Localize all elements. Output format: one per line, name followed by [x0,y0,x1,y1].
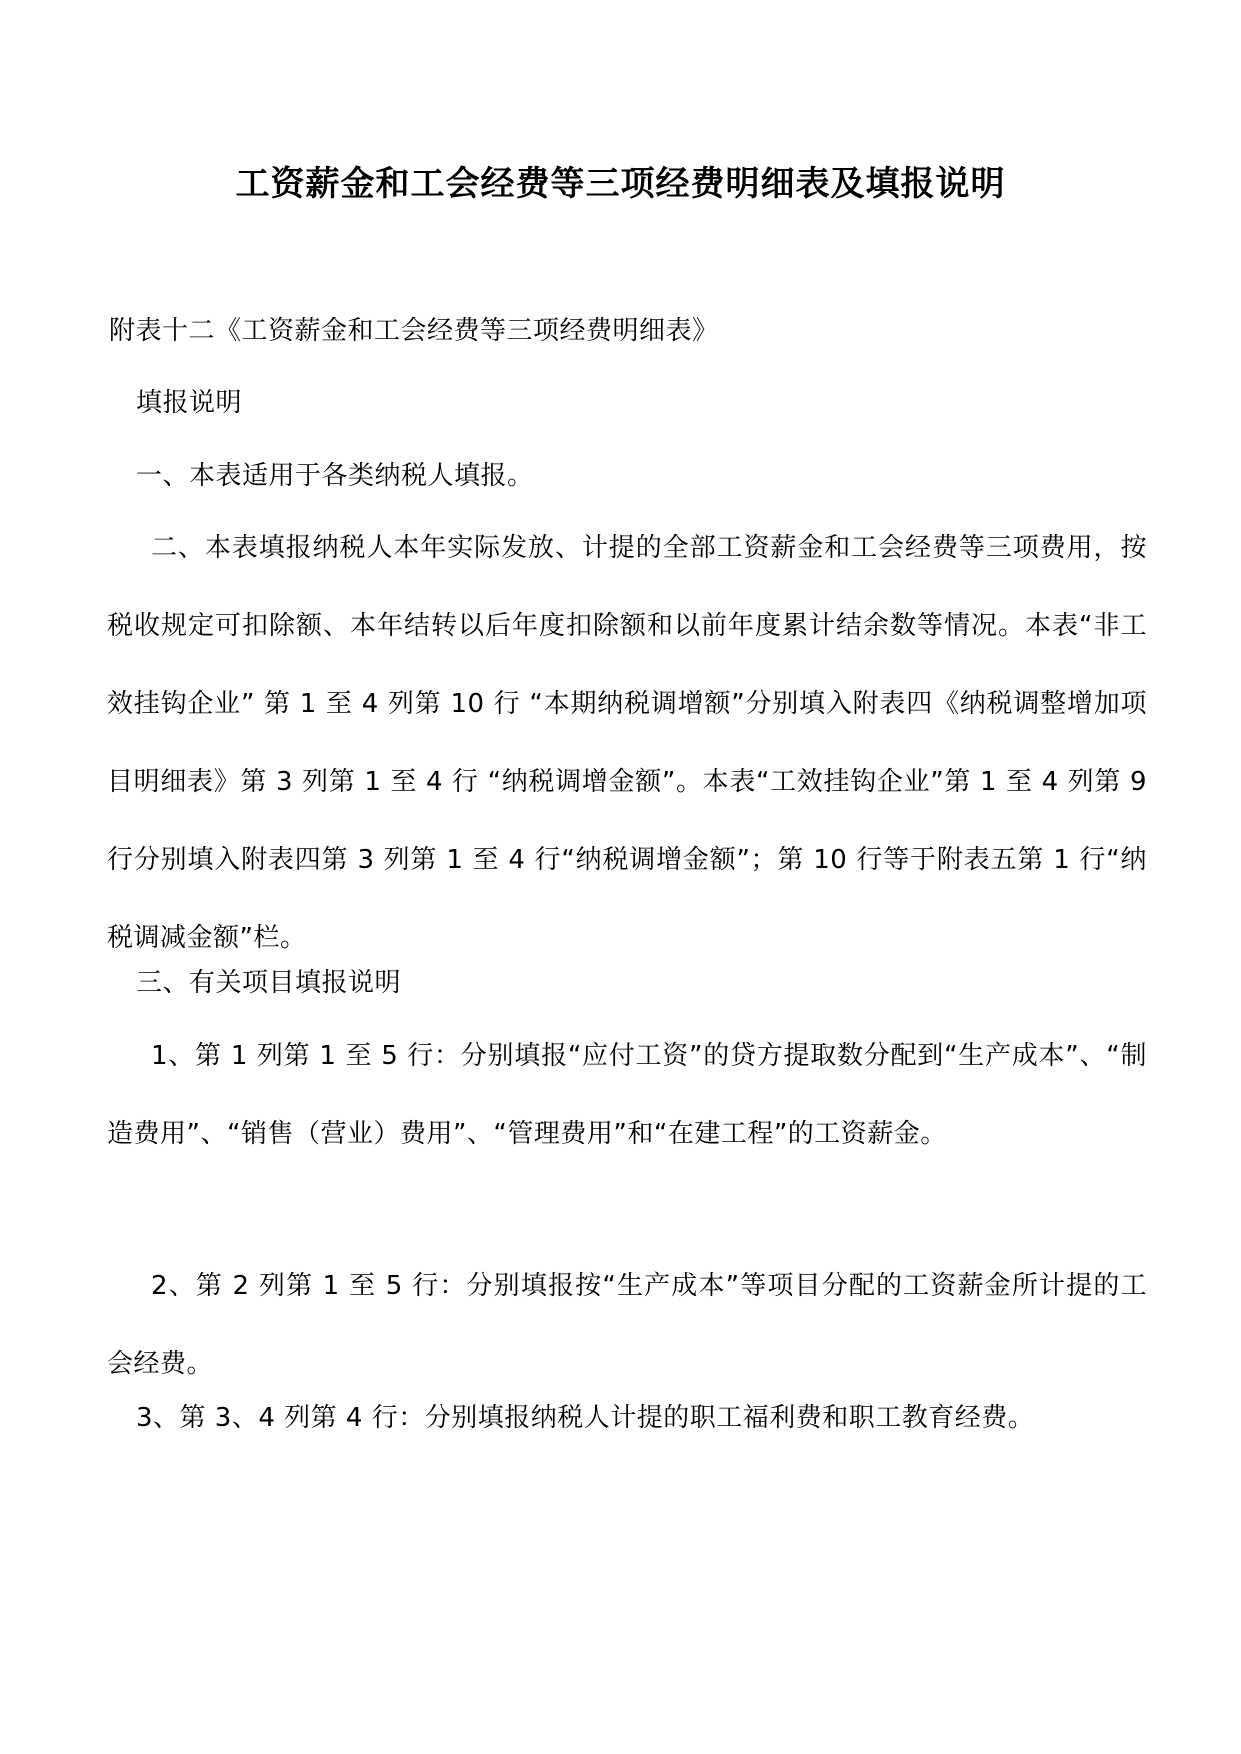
paragraph-item-3: 三、有关项目填报说明 [136,968,402,998]
paragraph-item-1: 一、本表适用于各类纳税人填报。 [136,461,534,491]
document-title: 工资薪金和工会经费等三项经费明细表及填报说明 [235,164,1006,204]
appendix-subtitle: 附表十二《工资薪金和工会经费等三项经费明细表》 [109,316,719,346]
paragraph-sub-3: 3、第 3、4 列第 4 行：分别填报纳税人计提的职工福利费和职工教育经费。 [136,1403,1035,1433]
paragraph-sub-2: 2、第 2 列第 1 至 5 行：分别填报按“生产成本”等项目分配的工资薪金所计提的工会经费。 [107,1271,1147,1379]
paragraph-sub-1: 1、第 1 列第 1 至 5 行：分别填报“应付工资”的贷方提取数分配到“生产成本”、“制造费用”、“销售（营业）费用”、“管理费用”和“在建工程”的工资薪金。 [107,1041,1147,1149]
paragraph-item-2: 二、本表填报纳税人本年实际发放、计提的全部工资薪金和工会经费等三项费用，按税收规定可扣除额、本年结转以后年度扣除额和以前年度累计结余数等情况。本表“非工效挂钩企业” 第 1 至 4 列第 10 行 “本期纳税调增额”分别填入附表四《纳税调整增加项目明细表》第 3 列第 1 至 4 行 “纳税调增金额”。本表“工效挂钩企业”第 1 至 4 列第 9 行分别填入附表四第 3 列第 1 至 4 行“纳税调增金额”；第 10 行等于附表五第 1 行“纳税调减金额”栏。 [107,533,1147,953]
section-heading: 填报说明 [136,388,243,418]
